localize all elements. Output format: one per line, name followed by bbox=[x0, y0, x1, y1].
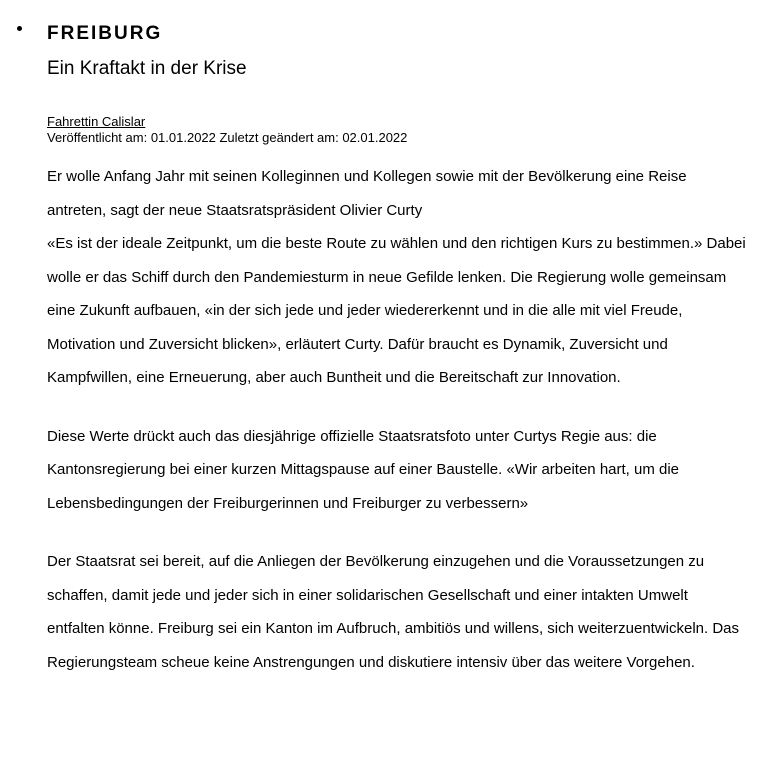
article-kicker: FREIBURG bbox=[47, 23, 163, 44]
bullet-icon bbox=[17, 26, 22, 31]
body-paragraph: Der Staatsrat sei bereit, auf die Anliegen der Bevölkerung einzugehen und die Voraussetzungen zu schaffen, damit jede und jeder sich in einer solidarischen Gesellschaft und einer intakten Umwelt entfalten könne. Freiburg sei ein Kanton im Aufbruch, ambitiös und willens, sich weiterzuentwickeln. Das Regierungsteam scheue keine Anstrengungen und diskutiere intensiv über das weitere Vorgehen. bbox=[47, 553, 740, 671]
article-body bbox=[47, 160, 747, 679]
author-link[interactable]: Fahrettin Calislar bbox=[47, 114, 146, 129]
body-paragraph: Er wolle Anfang Jahr mit seinen Kolleginnen und Kollegen sowie mit der Bevölkerung eine Reise antreten, sagt der neue Staatsratspräsident Olivier Curty bbox=[47, 168, 687, 219]
article-headline: Ein Kraftakt in der Krise bbox=[47, 58, 247, 79]
body-paragraph: Diese Werte drückt auch das diesjährige offizielle Staatsratsfoto unter Curtys Regie aus: die Kantonsregierung bei einer kurzen Mittagspause auf einer Baustelle. «Wir arbeiten hart, um die Lebensbedingungen der Freiburgerinnen und Freiburger zu verbessern» bbox=[47, 427, 680, 512]
publication-meta: Veröffentlicht am: 01.01.2022 Zuletzt geändert am: 02.01.2022 bbox=[47, 130, 408, 145]
body-paragraph: «Es ist der ideale Zeitpunkt, um die beste Route zu wählen und den richtigen Kurs zu bestimmen.» Dabei wolle er das Schiff durch den Pandemiesturm in neue Gefilde lenken. Die Regierung wolle gemeinsam eine Zukunft aufbauen, «in der sich jede und jeder wiedererkennt und in die alle mit viel Freude, Motivation und Zuversicht blicken», erläutert Curty. Dafür braucht es Dynamik, Zuversicht und Kampfwillen, eine Erneuerung, aber auch Buntheit und die Bereitschaft zur Innovation. bbox=[47, 235, 746, 386]
